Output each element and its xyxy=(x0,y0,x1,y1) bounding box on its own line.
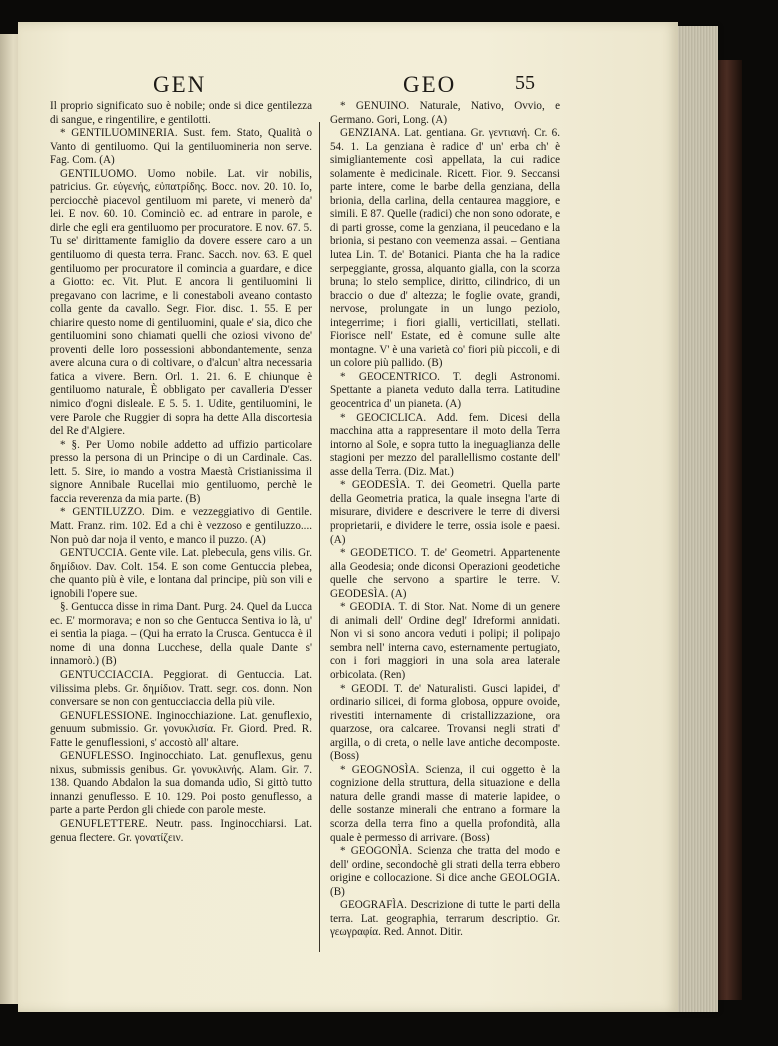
dictionary-entry: * GENTILUZZO. Dim. e vezzeggiativo di Gentile. Matt. Franz. rim. 102. Ed a chi è vezzoso e gentiluzzo.... Non può dar noja il vento, e manco il puzzo. (A) xyxy=(50,506,312,546)
header-right-word: GEO xyxy=(403,72,457,97)
dictionary-entry: * GEOGONÌA. Scienza che tratta del modo e dell' ordine, secondochè gli strati della terra ebbero origine e collocazione. Si dice anche GEOLOGIA. (B) xyxy=(330,845,560,898)
right-column xyxy=(330,100,560,940)
dictionary-entry: * GENUINO. Naturale, Nativo, Ovvio, e Germano. Gori, Long. (A) xyxy=(330,100,560,126)
dictionary-entry: GENTUCCIA. Gente vile. Lat. plebecula, gens vilis. Gr. δημίδιον. Dav. Colt. 154. E son come Gentuccia plebea, che quanto più è vile, e lontana dal principe, più son vili e ignobili l'opere sue. xyxy=(50,547,312,600)
column-divider xyxy=(319,122,320,952)
dictionary-entry: * GEOGNOSÌA. Scienza, il cui oggetto è la cognizione della struttura, della situazione e della natura delle grandi masse di materie lapidee, o delle sostanze minerali che entrano a formare la scorza della terra fino a quella profondità, alla quale è permesso di arrivare. (Boss) xyxy=(330,763,560,844)
dictionary-entry: * §. Per Uomo nobile addetto ad uffizio particolare presso la persona di un Principe o di un Cardinale. Cas. lett. 5. Sire, io mando a vostra Maestà Cristianissima il signore Annibale Rucellai mio gentiluomo, perchè le faccia reverenza da mia parte. (B) xyxy=(50,438,312,505)
dictionary-entry: Il proprio significato suo è nobile; onde si dice gentilezza di sangue, e ringentilire, e gentilotti. xyxy=(50,100,312,126)
dictionary-entry: * GEODI. T. de' Naturalisti. Gusci lapidei, d' ordinario silicei, di forma globosa, oppure ovoide, rivestiti internamente di cristallizzazione, ora quarzose, ora calcaree. Trovansi negli strati d' argilla, o di creta, o nelle lave antiche decomposte. (Boss) xyxy=(330,682,560,763)
dictionary-entry: * GEODIA. T. di Stor. Nat. Nome di un genere di animali dell' Ordine degl' Idreformi annidati. Non vi si sono ancora veduti i polipi; il polipajo sembra nell' interna cavo, esternamente pertugiato, con i fori maggiori in una sola area laterale orbicolata. (Ren) xyxy=(330,601,560,681)
page-number: 55 xyxy=(515,72,535,94)
book-page xyxy=(18,22,678,1012)
header-left-word: GEN xyxy=(153,72,207,97)
dictionary-entry: GEOGRAFÌA. Descrizione di tutte le parti della terra. Lat. geographia, terrarum descriptio. Gr. γεωγραφία. Red. Annot. Ditir. xyxy=(330,899,560,939)
dictionary-entry: GENUFLETTERE. Neutr. pass. Inginocchiarsi. Lat. genua flectere. Gr. γονατίζειν. xyxy=(50,817,312,844)
dictionary-entry: GENUFLESSO. Inginocchiato. Lat. genuflexus, genu nixus, submissis genibus. Gr. γονυκλινής. Alam. Gir. 7. 138. Quando Abdalon la sua domanda udìo, Si gittò tutto innanzi genuflesso. E 10. 129. Poi posto genuflesso, a parte a parte Perdon gli chiede con parole meste. xyxy=(50,750,312,817)
dictionary-entry: GENTUCCIACCIA. Peggiorat. di Gentuccia. Lat. vilissima plebs. Gr. δημίδιον. Tratt. segr. cos. donn. Non conversare se non con gentucciaccia della più vile. xyxy=(50,668,312,709)
dictionary-entry: * GEODESÌA. T. dei Geometri. Quella parte della Geometria pratica, la quale insegna l'arte di misurare, dividere e descrivere le terre di diversi proprietarii, e dividere le terre, ossia isole e paesi. (A) xyxy=(330,479,560,546)
dictionary-entry: * GENTILUOMINERIA. Sust. fem. Stato, Qualità o Vanto di gentiluomo. Qui la gentiluomineria non serve. Fag. Com. (A) xyxy=(50,127,312,167)
dictionary-entry: GENUFLESSIONE. Inginocchiazione. Lat. genuflexio, genuum submissio. Gr. γονυκλισία. Fr. Giord. Pred. R. Fatte le genuflessioni, s' accostò all' altare. xyxy=(50,709,312,749)
dictionary-entry: * GEOCENTRICO. T. degli Astronomi. Spettante a pianeta veduto dalla terra. Latitudine geocentrica d' un pianeta. (A) xyxy=(330,370,560,411)
dictionary-entry: * GEODETICO. T. de' Geometri. Appartenente alla Geodesia; onde diconsi Operazioni geodetiche quelle che servono a spartire le terre. V. GEODESÌA. (A) xyxy=(330,547,560,600)
dictionary-entry: GENTILUOMO. Uomo nobile. Lat. vir nobilis, patricius. Gr. εὐγενής, εὐπατρίδης. Bocc. nov. 20. 10. Io, perciocchè piacevol gentiluom mi parete, vi menerò da' lei. E nov. 60. 10. Cominciò ec. ad entrare in parole, e dirle che egli era gentiluomo per procuratore. E nov. 67. 5. Tu se' dirittamente famiglio da dovere essere caro a un gentiluomo di questa terra. Franc. Sacch. nov. 63. E quel gentiluomo per procuratore il comincia a guardare, e dice a Giotto: ec. Vit. Plut. E ancora li gentiluomini li pregavano con lacrime, e li conestaboli aveano contasto colla gente da cavallo. Segr. Fior. disc. 1. 55. E per chiarire questo nome di gentiluomini, quale e' sia, dico che gentiluomini sono chiamati quelli che oziosi vivono de' proventi delle loro possessioni abbondantemente, senza avere alcuna cura o di coltivare, o d'alcun' altra necessaria fatica a vivere. Bern. Orl. 1. 21. 6. E chiunque è gentiluomo naturale, È obbligato per cavalleria D'esser nimico d'ogni disleale. E 5. 5. 1. Udite, gentiluomini, le vere Parole che Ruggier di sopra ha dette Alla discortesia del Re d'Algiere. xyxy=(50,167,312,438)
dictionary-entry: * GEOCICLICA. Add. fem. Dicesi della macchina atta a rappresentare il moto della Terra intorno al Sole, e sopra tutto la ineguaglianza delle stagioni per mezzo del parallellismo costante dell' asse della Terra. (Diz. Mat.) xyxy=(330,411,560,478)
left-column xyxy=(50,100,312,845)
dictionary-entry: GENZIANA. Lat. gentiana. Gr. γεντιανή. Cr. 6. 54. 1. La genziana è radice d' un' erba ch' è simigliantemente così appellata, la cui radice solamente è medicinale. Ricett. Fior. 9. Seccansi parte intere, come le barbe della genziana, della brionia, della carlina, della centaurea maggiore, e simili. E 87. Quelle (radici) che non sono odorate, e di parti grosse, come la genziana, il peucedano e la brionia, si pestano con veemenza assai. – Gentiana lutea Lin. T. de' Botanici. Pianta che ha la radice serpeggiante, grossa, alquanto gialla, con la scorza bruna; lo stelo semplice, diritto, cilindrico, di un braccio o due d' altezza; le foglie ovate, grandi, nervose, prolungate in un lungo peziolo, integerrime; i fiori gialli, verticillati, stellati. Fiorisce nell' Estate, ed è comune sulle alte montagne. V' è una varietà co' fiori più piccoli, e di un colore più pallido. (B) xyxy=(330,127,560,370)
dictionary-entry: §. Gentucca disse in rima Dant. Purg. 24. Quel da Lucca ec. E' mormorava; e non so che Gentucca Sentiva io là, u' ei sentìa la piaga. – (Qui ha errato la Crusca. Gentucca è il nome di una donna Lucchese, della quale Dante s' innamorò.) (B) xyxy=(50,601,312,668)
